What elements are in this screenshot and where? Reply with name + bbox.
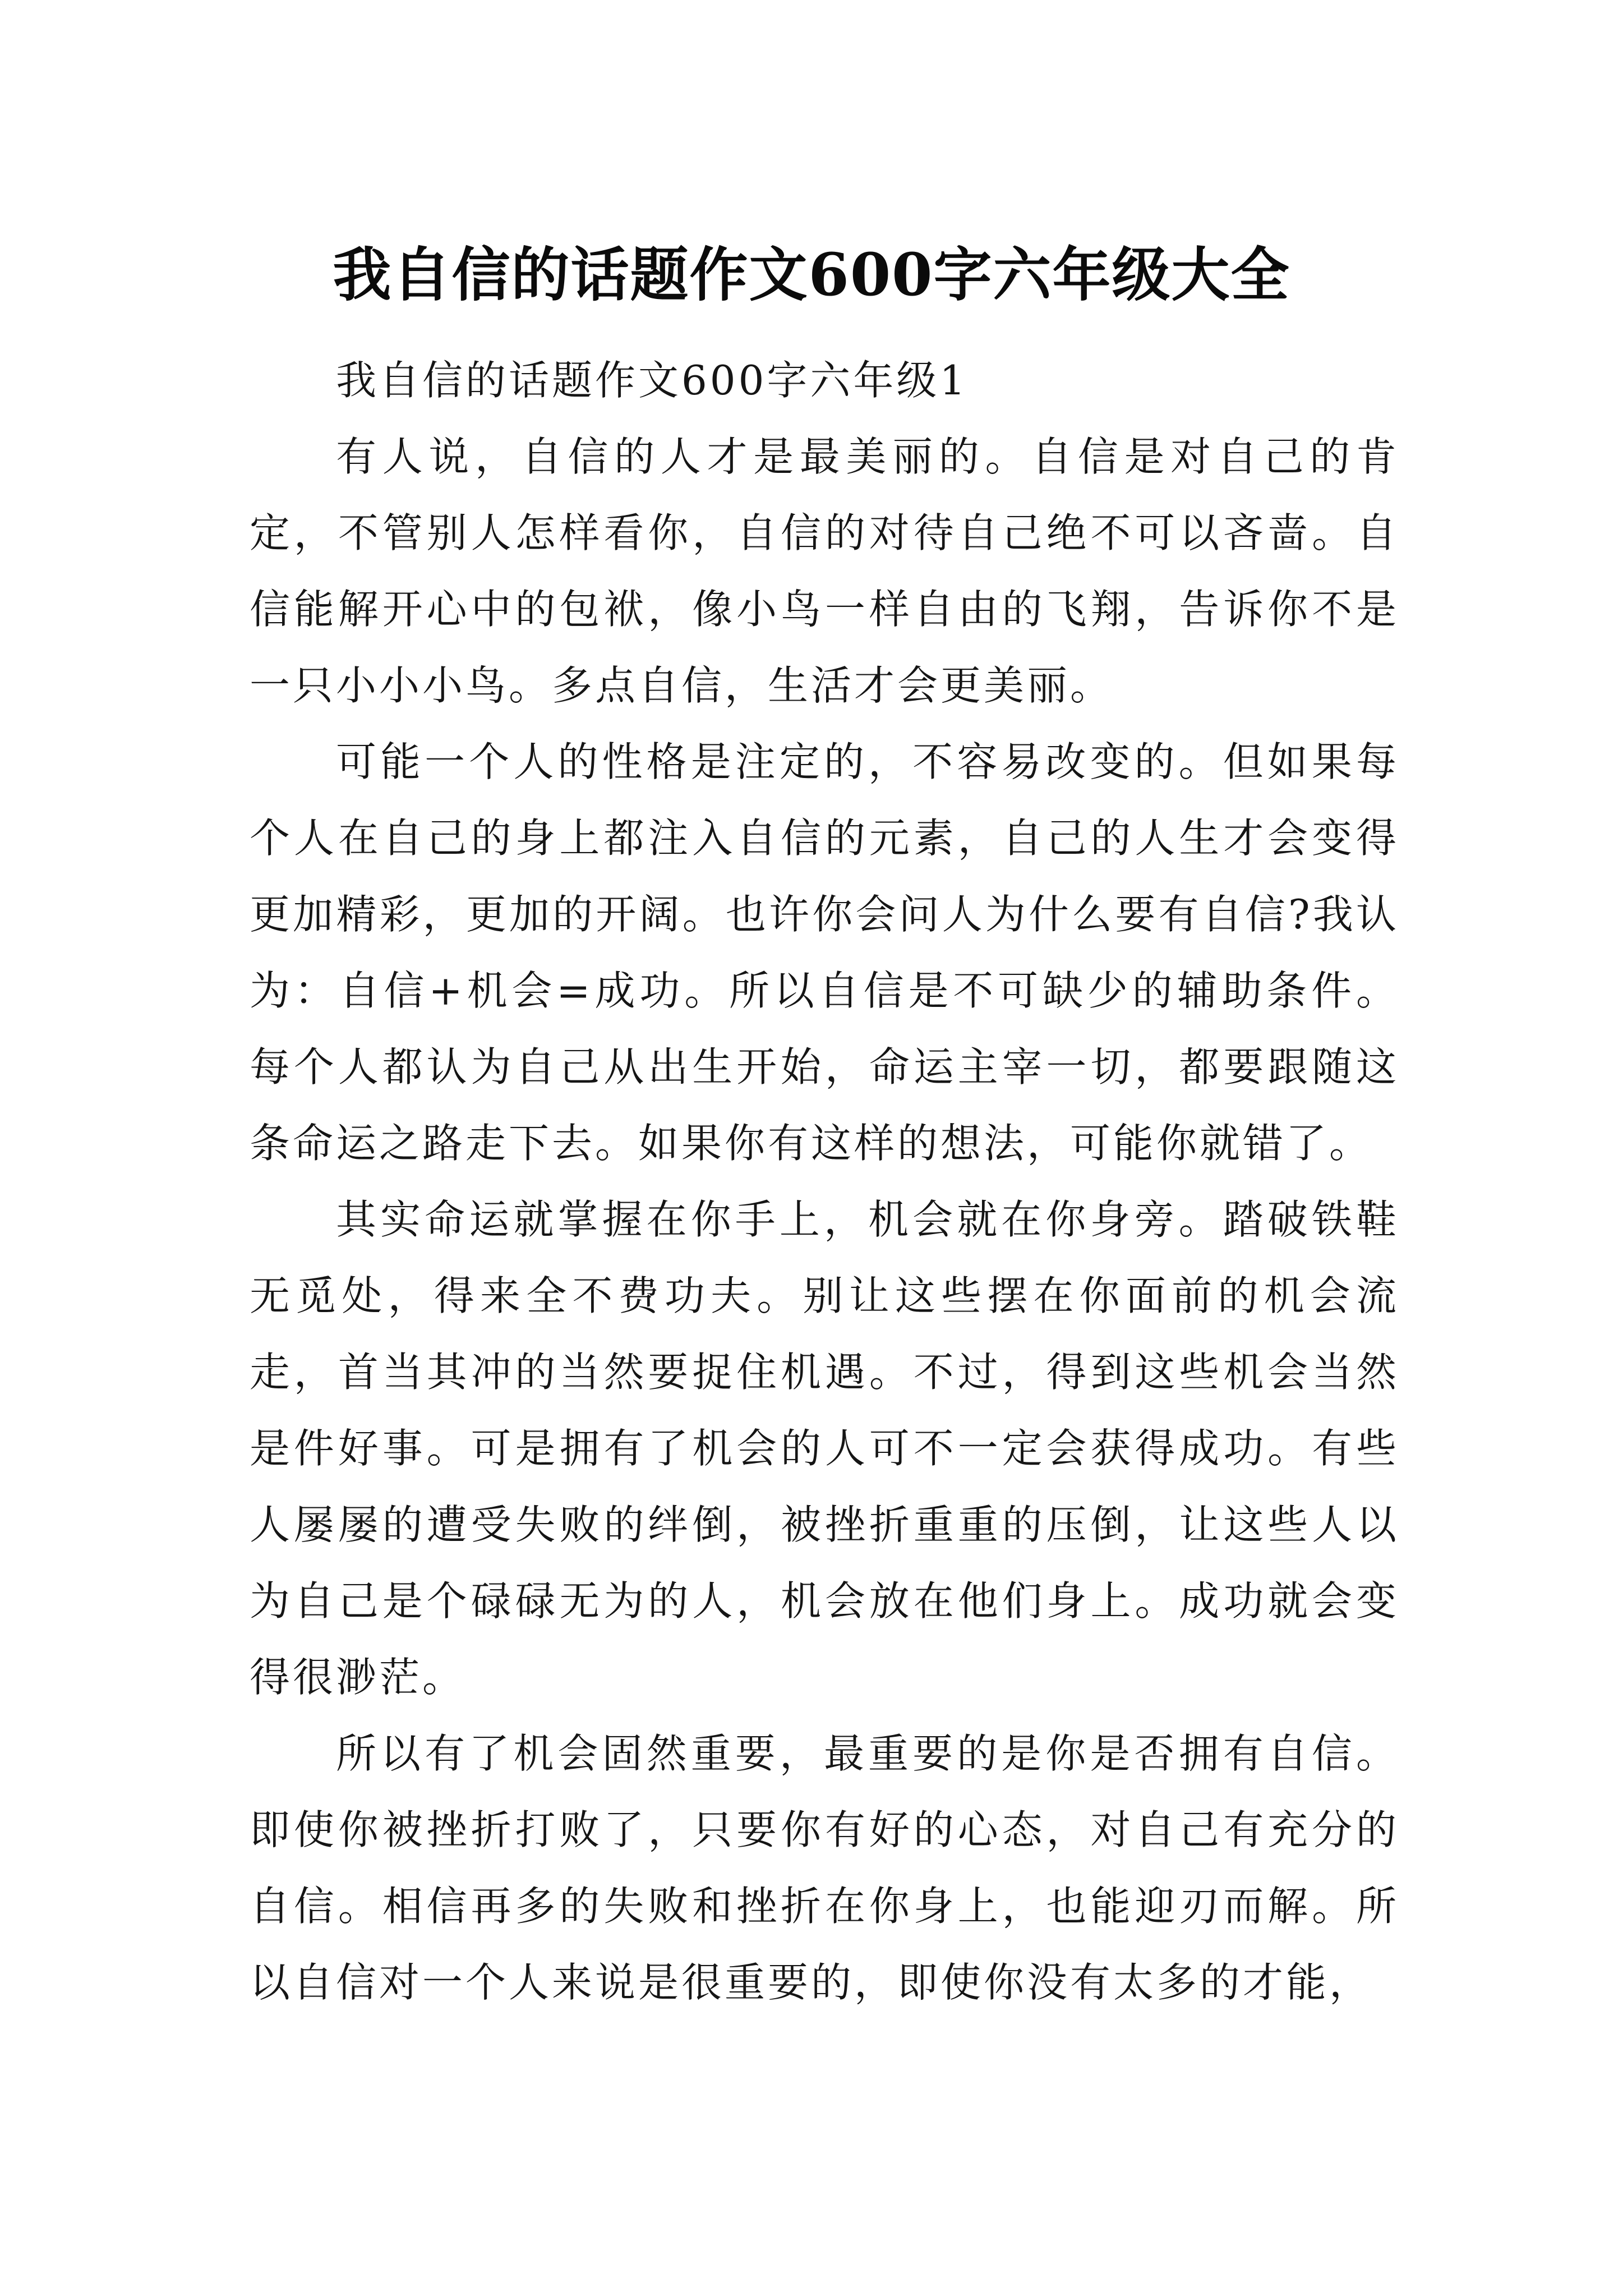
- document-body: [250, 342, 1399, 2021]
- paragraph-1: 有人说，自信的人才是最美丽的。自信是对自己的肯定，不管别人怎样看你，自信的对待自己绝不可以吝啬。自信能解开心中的包袱，像小鸟一样自由的飞翔，告诉你不是一只小小小鸟。多点自信，生活才会更美丽。: [250, 433, 1399, 709]
- essay-subtitle: 我自信的话题作文600字六年级1: [336, 357, 969, 404]
- document-title: 我自信的话题作文600字六年级大全: [333, 240, 1290, 309]
- paragraph-2: 可能一个人的性格是注定的，不容易改变的。但如果每个人在自己的身上都注入自信的元素，自己的人生才会变得更加精彩，更加的开阔。也许你会问人为什么要有自信?我认为：自信+机会=成功。所以自信是不可缺少的辅助条件。每个人都认为自己从出生开始，命运主宰一切，都要跟随这条命运之路走下去。如果你有这样的想法，可能你就错了。: [250, 738, 1399, 1167]
- paragraph-4: 所以有了机会固然重要，最重要的是你是否拥有自信。即使你被挫折打败了，只要你有好的心态，对自己有充分的自信。相信再多的失败和挫折在你身上，也能迎刃而解。所以自信对一个人来说是很重要的，即使你没有太多的才能，: [250, 1730, 1399, 2006]
- paragraph-3: 其实命运就掌握在你手上，机会就在你身旁。踏破铁鞋无觅处，得来全不费功夫。别让这些摆在你面前的机会流走，首当其冲的当然要捉住机遇。不过，得到这些机会当然是件好事。可是拥有了机会的人可不一定会获得成功。有些人屡屡的遭受失败的绊倒，被挫折重重的压倒，让这些人以为自己是个碌碌无为的人，机会放在他们身上。成功就会变得很渺茫。: [250, 1196, 1399, 1701]
